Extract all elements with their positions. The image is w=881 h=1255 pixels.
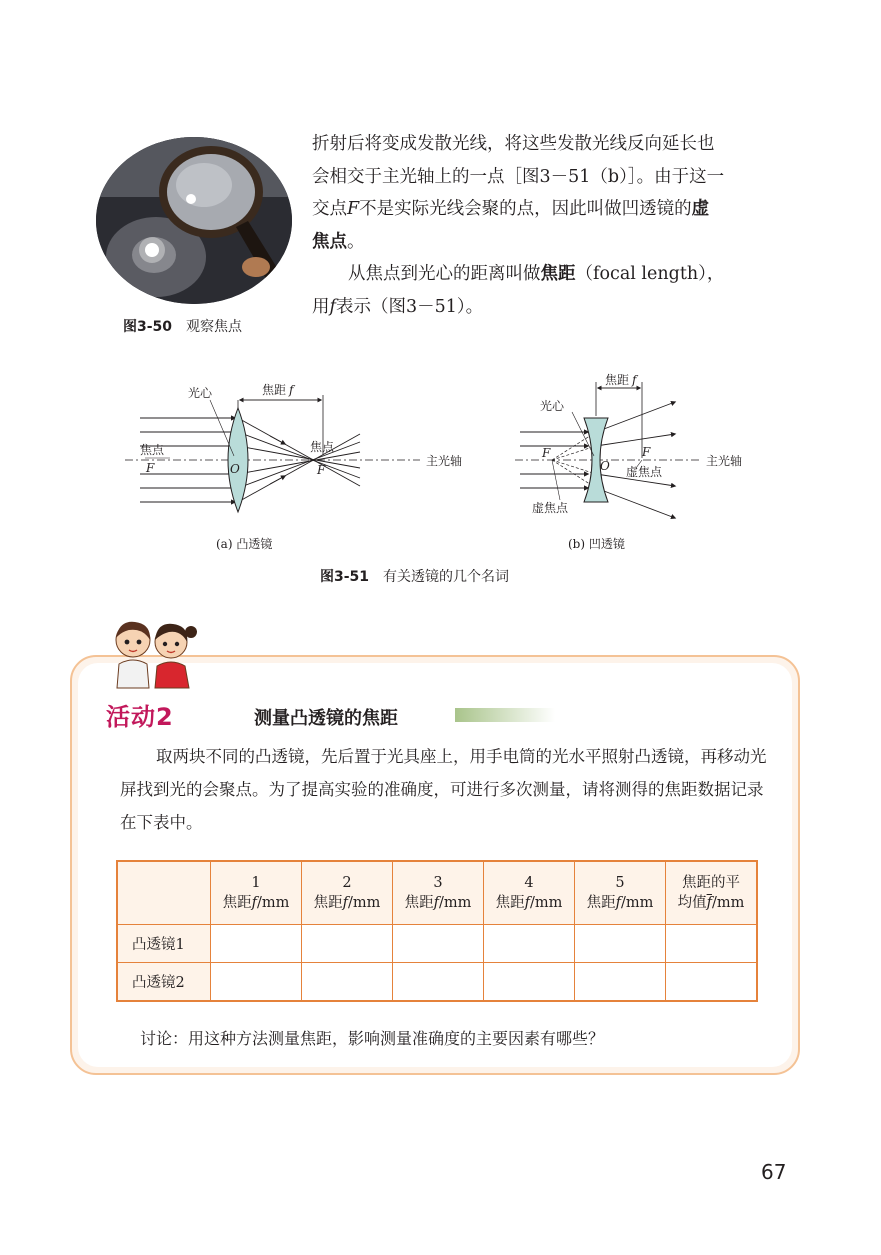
- concave-lens-diagram: [515, 372, 742, 551]
- activity-title: 测量凸透镜的焦距: [254, 708, 398, 729]
- caption-concave: (b) 凹透镜: [568, 537, 625, 551]
- table-header-row: [117, 861, 757, 925]
- title-decor-bar: [455, 708, 555, 722]
- label-focus-right: 焦点: [310, 440, 335, 454]
- table-row: [117, 925, 757, 963]
- label-principal-axis-a: 主光轴: [426, 454, 463, 468]
- text-span: 不是实际光线会聚的点，因此叫做凹透镜的: [359, 199, 692, 219]
- label-focal-length-b: 焦距 f: [605, 373, 637, 387]
- table-cell: [302, 963, 393, 1002]
- table-header-cell: 1 焦距f/mm: [211, 861, 302, 925]
- label-optical-center: 光心: [188, 386, 213, 400]
- table-cell: [211, 925, 302, 963]
- lens-diagram: [120, 370, 780, 560]
- text-span: 交点: [312, 199, 347, 219]
- activity-description: 取两块不同的凸透镜，先后置于光具座上，用手电筒的光水平照射凸透镜，再移动光屏找到光的会聚点。为了提高实验的准确度，可进行多次测量，请将测得的焦距数据记录在下表中。: [120, 747, 767, 832]
- photo-caption: [123, 316, 242, 336]
- label-F-right: F: [317, 463, 326, 477]
- paragraph-line: 会相交于主光轴上的一点［图3－51（b）］。由于这一: [312, 166, 725, 187]
- bold-term: 焦点: [312, 231, 347, 252]
- label-virtual-focus-right: 虚焦点: [626, 465, 663, 479]
- table-cell: [575, 963, 666, 1002]
- table-header-cell: 5 焦距f/mm: [575, 861, 666, 925]
- magnifier-photo: [96, 137, 292, 304]
- text-span: 从焦点到光心的距离叫做: [348, 264, 541, 284]
- bold-term: 虚: [691, 199, 710, 219]
- magnifier-illustration: [96, 137, 292, 304]
- figure-caption-label: 图3-51: [320, 569, 370, 585]
- label-F-left: F: [146, 461, 155, 475]
- table-corner-cell: [117, 861, 211, 925]
- top-paragraph: [312, 128, 782, 323]
- table-cell: [211, 963, 302, 1002]
- label-virtual-focus-bottom: 虚焦点: [532, 501, 569, 515]
- table-cell: [484, 963, 575, 1002]
- paragraph-line: [312, 226, 782, 259]
- variable-f: f: [329, 296, 336, 317]
- label-focal-length: 焦距 f: [262, 383, 294, 397]
- page-number: 67: [761, 1160, 787, 1184]
- label-principal-axis-b: 主光轴: [706, 454, 743, 468]
- children-illustration: [105, 614, 201, 690]
- table-cell: [666, 963, 758, 1002]
- paragraph-line: [312, 291, 782, 324]
- table-cell: [393, 963, 484, 1002]
- row-label: 凸透镜2: [117, 963, 211, 1002]
- label-optical-center-b: 光心: [540, 399, 565, 413]
- text-span: 表示（图3－51）。: [335, 296, 484, 317]
- caption-convex: (a) 凸透镜: [216, 537, 273, 551]
- convex-lens-diagram: [125, 382, 462, 551]
- photo-caption-label: 图3-50: [123, 319, 173, 335]
- table-row: [117, 963, 757, 1002]
- label-O-concave: O: [600, 459, 610, 473]
- text-span: 用: [312, 296, 330, 317]
- focal-length-table: [116, 860, 758, 1002]
- text-span: （focal length），: [575, 264, 725, 284]
- table-header-cell: 2 焦距f/mm: [302, 861, 393, 925]
- table-cell: [484, 925, 575, 963]
- paragraph-line: [312, 193, 782, 226]
- convex-lens-shape: [228, 408, 248, 512]
- label-F-right-b: F: [642, 445, 651, 459]
- table-cell: [666, 925, 758, 963]
- table-cell: [575, 925, 666, 963]
- photo-caption-text: 观察焦点: [186, 319, 243, 335]
- label-focus-left: 焦点: [140, 443, 165, 457]
- figure-caption-text: 有关透镜的几个名词: [383, 569, 510, 585]
- discussion-prompt: 讨论：用这种方法测量焦距，影响测量准确度的主要因素有哪些？: [140, 1029, 605, 1048]
- label-O-convex: O: [230, 462, 240, 476]
- row-label: 凸透镜1: [117, 925, 211, 963]
- label-F-left-b: F: [542, 446, 551, 460]
- paragraph-line: [312, 258, 782, 291]
- table-cell: [302, 925, 393, 963]
- paragraph-line: 折射后将变成发散光线，将这些发散光线反向延长也: [312, 134, 715, 154]
- table-header-average: 焦距的平 均值$\overline{f}/mm$: [666, 861, 758, 925]
- variable-F: F: [347, 199, 360, 219]
- table-header-cell: 3 焦距f/mm: [393, 861, 484, 925]
- text-span: 。: [347, 231, 365, 252]
- table-header-cell: 4 焦距f/mm: [484, 861, 575, 925]
- table-cell: [393, 925, 484, 963]
- activity-label: 活动2: [106, 703, 174, 731]
- bold-term: 焦距: [540, 264, 576, 284]
- figure-caption: [320, 566, 509, 586]
